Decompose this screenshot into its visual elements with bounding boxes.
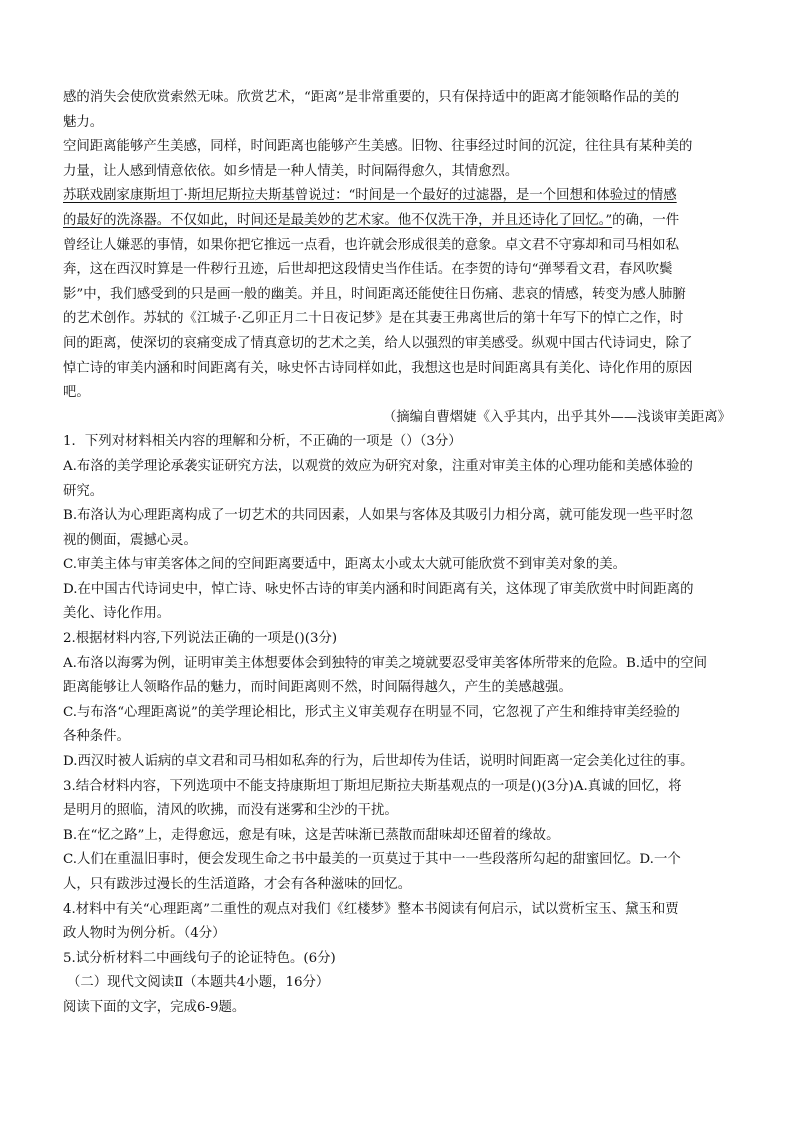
- question-4-continued: 政人物时为例分析。（4分）: [63, 926, 226, 942]
- option-line: A.布洛的美学理论承袭实证研究方法，以观赏的效应为研究对象，注重对审美主体的心理功能和美感体验的: [63, 458, 693, 474]
- option-line: C.审美主体与审美客体之间的空间距离要适中，距离太小或太大就可能欣赏不到审美对象的美。: [63, 557, 627, 573]
- section-heading: （二）现代文阅读Ⅱ（本题共4小题，16分）: [67, 975, 330, 991]
- text-line: 力量，让人感到情意依依。如乡情是一种人情美，时间隔得愈久，其情愈烈。: [63, 163, 519, 179]
- question-5: 5.试分析材料二中画线句子的论证特色。(6分): [63, 950, 336, 966]
- reading-instruction: 阅读下面的文字，完成6-9题。: [63, 999, 246, 1015]
- question-2: 2.根据材料内容,下列说法正确的一项是()(3分): [63, 631, 338, 647]
- option-line: D.西汉时被人诟病的卓文君和司马相如私奔的行为，后世却传为佳话，说明时间距离一定会美化过往的事。: [63, 754, 694, 770]
- option-line: C.与布洛“心理距离说”的美学理论相比，形式主义审美观存在明显不同，它忽视了产生和维持审美经验的: [63, 704, 680, 720]
- option-line: D.在中国古代诗词史中，悼亡诗、咏史怀古诗的审美内涵和时间距离有关，这体现了审美欣赏中时间距离的: [63, 581, 694, 597]
- question-4: 4.材料中有关“心理距离”二重性的观点对我们《红楼梦》整本书阅读有何启示，试以赏析宝玉、黛玉和贾: [63, 901, 679, 917]
- text-line: 影”中，我们感受到的只是画一般的幽美。并且，时间距离还能使往日伤痛、悲哀的情感，转变为感人肺腑: [63, 286, 686, 302]
- text-line: 曾经让人嫌恶的事情，如果你把它推远一点看，也许就会形成很美的意象。卓文君不守寡却和司马相如私: [63, 237, 679, 253]
- text-line: 奔，这在西汉时算是一件秽行丑迹，后世却把这段情史当作佳话。在李贺的诗句“弹琴看文君，春风吹鬓: [63, 262, 673, 278]
- option-line: B.布洛认为心理距离构成了一切艺术的共同因素，人如果与客体及其吸引力相分离，就可能发现一些平时忽: [63, 508, 694, 524]
- option-line: B.在“忆之路”上，走得愈远，愈是有味，这是苦味渐已蒸散而甜味却还留着的缘故。: [63, 827, 560, 843]
- text-line: 感的消失会使欣赏索然无味。欣赏艺术，“距离”是非常重要的，只有保持适中的距离才能领略作品的美的: [63, 90, 680, 105]
- underlined-sentence-end: 的最好的洗涤器。不仅如此，时间还是最美妙的艺术家。他不仅洗干净，并且还诗化了回忆。”: [63, 212, 613, 228]
- document-page: [63, 86, 731, 1021]
- underlined-sentence-line: 苏联戏剧家康斯坦丁·斯坦尼斯拉夫斯基曾说过：“时间是一个最好的过滤器，是一个回想和体验过的情感: [63, 188, 677, 204]
- question-1: 1．下列对材料相关内容的理解和分析，不正确的一项是（）（3分）: [63, 434, 462, 450]
- source-citation: （摘编自曹熠婕《入乎其内，出乎其外——浅谈审美距离》: [382, 409, 731, 425]
- option-line: 人，只有跋涉过漫长的生活道路，才会有各种滋味的回忆。: [63, 877, 412, 892]
- text-line: 间的距离，使深切的哀痛变成了情真意切的艺术之美，给人以强烈的审美感受。纵观中国古代诗词史，除了: [63, 335, 693, 351]
- option-line: A.布洛以海雾为例，证明审美主体想要体会到独特的审美之境就要忍受审美客体所带来的危险。B.适中的空间: [63, 655, 707, 671]
- option-line: 美化、诗化作用。: [63, 606, 171, 622]
- option-line: 视的侧面，震撼心灵。: [63, 532, 197, 548]
- text-line: 吧。: [63, 385, 90, 401]
- option-line: C.人们在重温旧事时，便会发现生命之书中最美的一页莫过于其中一一些段落所勾起的甜蜜回忆。D.一个: [63, 852, 681, 868]
- question-3: 3.结合材料内容，下列选项中不能支持康斯坦丁斯坦尼斯拉夫斯基观点的一项是()(3分)A.真诚的回忆，将: [63, 778, 682, 794]
- option-line: 研究。: [63, 483, 104, 499]
- text-line: 空间距离能够产生美感，同样，时间距离也能够产生美感。旧物、往事经过时间的沉淀，往往具有某种美的: [63, 139, 693, 155]
- option-line: 各种条件。: [63, 729, 130, 745]
- option-line: 是明月的照临，清风的吹拂，而没有迷雾和尘沙的干扰。: [63, 803, 398, 819]
- text-line: 悼亡诗的审美内涵和时间距离有关，咏史怀古诗同样如此，我想这也是时间距离具有美化、诗化作用的原因: [63, 360, 693, 376]
- option-line: 距离能够让人领略作品的魅力，而时间距离则不然，时间隔得越久，产生的美感越强。: [63, 680, 572, 696]
- text-line: 的艺术创作。苏轼的《江城子·乙卯正月二十日夜记梦》是在其妻王弗离世后的第十年写下的悼亡之作，时: [63, 311, 684, 327]
- text-line: 魅力。: [63, 114, 104, 130]
- partially-underlined-line: 的最好的洗涤器。不仅如此，时间还是最美妙的艺术家。他不仅洗干净，并且还诗化了回忆。”的确，一件: [63, 212, 680, 228]
